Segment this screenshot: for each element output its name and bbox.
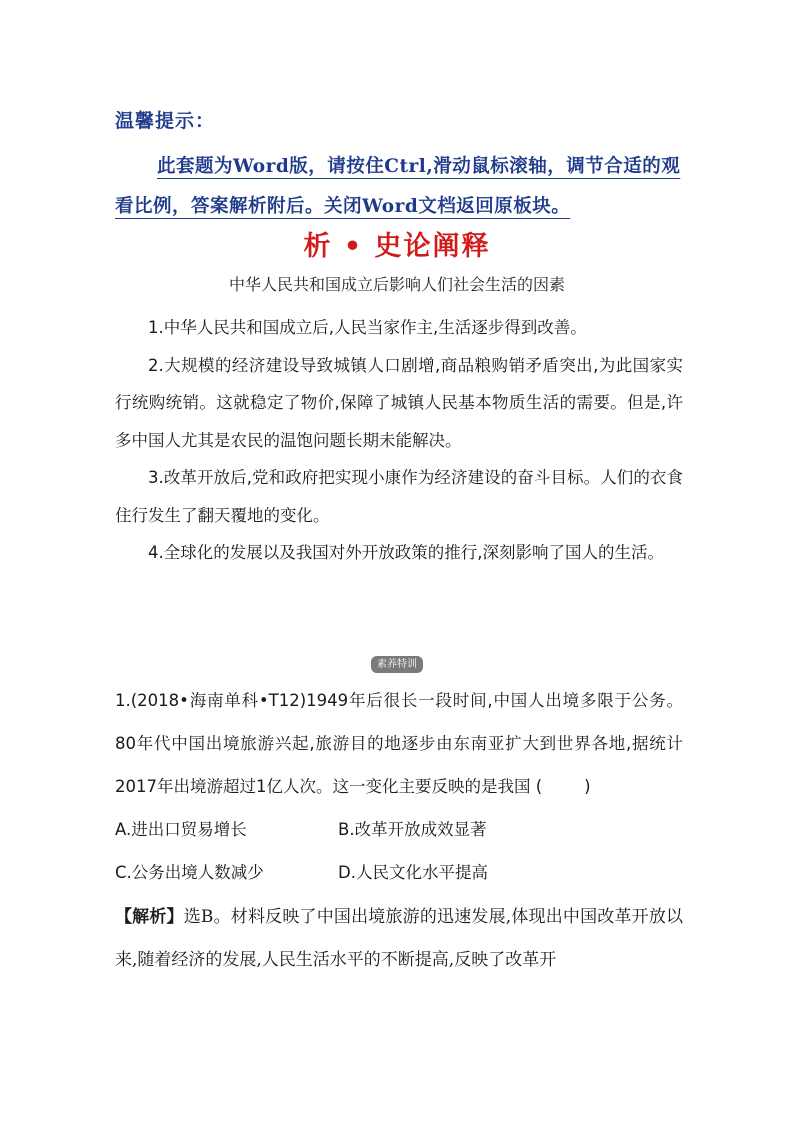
options-row-2 — [115, 851, 683, 894]
answer-explanation — [115, 896, 683, 982]
practice-badge: 素养特训 — [371, 656, 423, 673]
point-3: 3.改革开放后,党和政府把实现小康作为经济建设的奋斗目标。人们的衣食住行发生了翻天覆地的变化。 — [115, 468, 683, 525]
point-1: 1.中华人民共和国成立后,人民当家作主,生活逐步得到改善。 — [148, 318, 587, 337]
points-list — [115, 309, 683, 572]
tip-heading: 温馨提示： — [115, 110, 216, 132]
section-subtitle: 中华人民共和国成立后影响人们社会生活的因素 — [228, 275, 565, 294]
point-4: 4.全球化的发展以及我国对外开放政策的推行,深刻影响了国人的生活。 — [148, 543, 664, 562]
section-title: 析 • 史论阐释 — [303, 231, 491, 262]
question-stem-close: ) — [584, 777, 591, 796]
options-row-1 — [115, 808, 683, 851]
option-d: D.人民文化水平提高 — [338, 863, 488, 882]
option-b: B.改革开放成效显著 — [338, 820, 487, 839]
question-block — [115, 679, 683, 982]
point-2: 2.大规模的经济建设导致城镇人口剧增,商品粮购销矛盾突出,为此国家实行统购统销。这就稳定了物价,保障了城镇人民基本物质生活的需要。但是,许多中国人尤其是农民的温饱问题长期未能解决。 — [115, 355, 683, 450]
question-stem-text: 1.(2018•海南单科•T12)1949年后很长一段时间,中国人出境多限于公务。80年代中国出境旅游兴起,旅游目的地逐步由东南亚扩大到世界各地,据统计2017年出境游超过1亿人次。这一变化主要反映的是我国 ( — [115, 691, 683, 796]
option-a: A.进出口贸易增长 — [115, 820, 247, 839]
answer-text: 选B。材料反映了中国出境旅游的迅速发展,体现出中国改革开放以来,随着经济的发展,人民生活水平的不断提高,反映了改革开 — [115, 907, 684, 970]
tip-body: 此套题为Word版，请按住Ctrl,滑动鼠标滚轴，调节合适的观看比例，答案解析附后。关闭Word文档返回原板块。 — [115, 156, 681, 217]
option-c: C.公务出境人数减少 — [115, 863, 264, 882]
answer-tag: 【解析】 — [115, 907, 184, 927]
question-stem — [115, 679, 683, 808]
options — [115, 808, 683, 894]
badge-container — [0, 652, 794, 673]
